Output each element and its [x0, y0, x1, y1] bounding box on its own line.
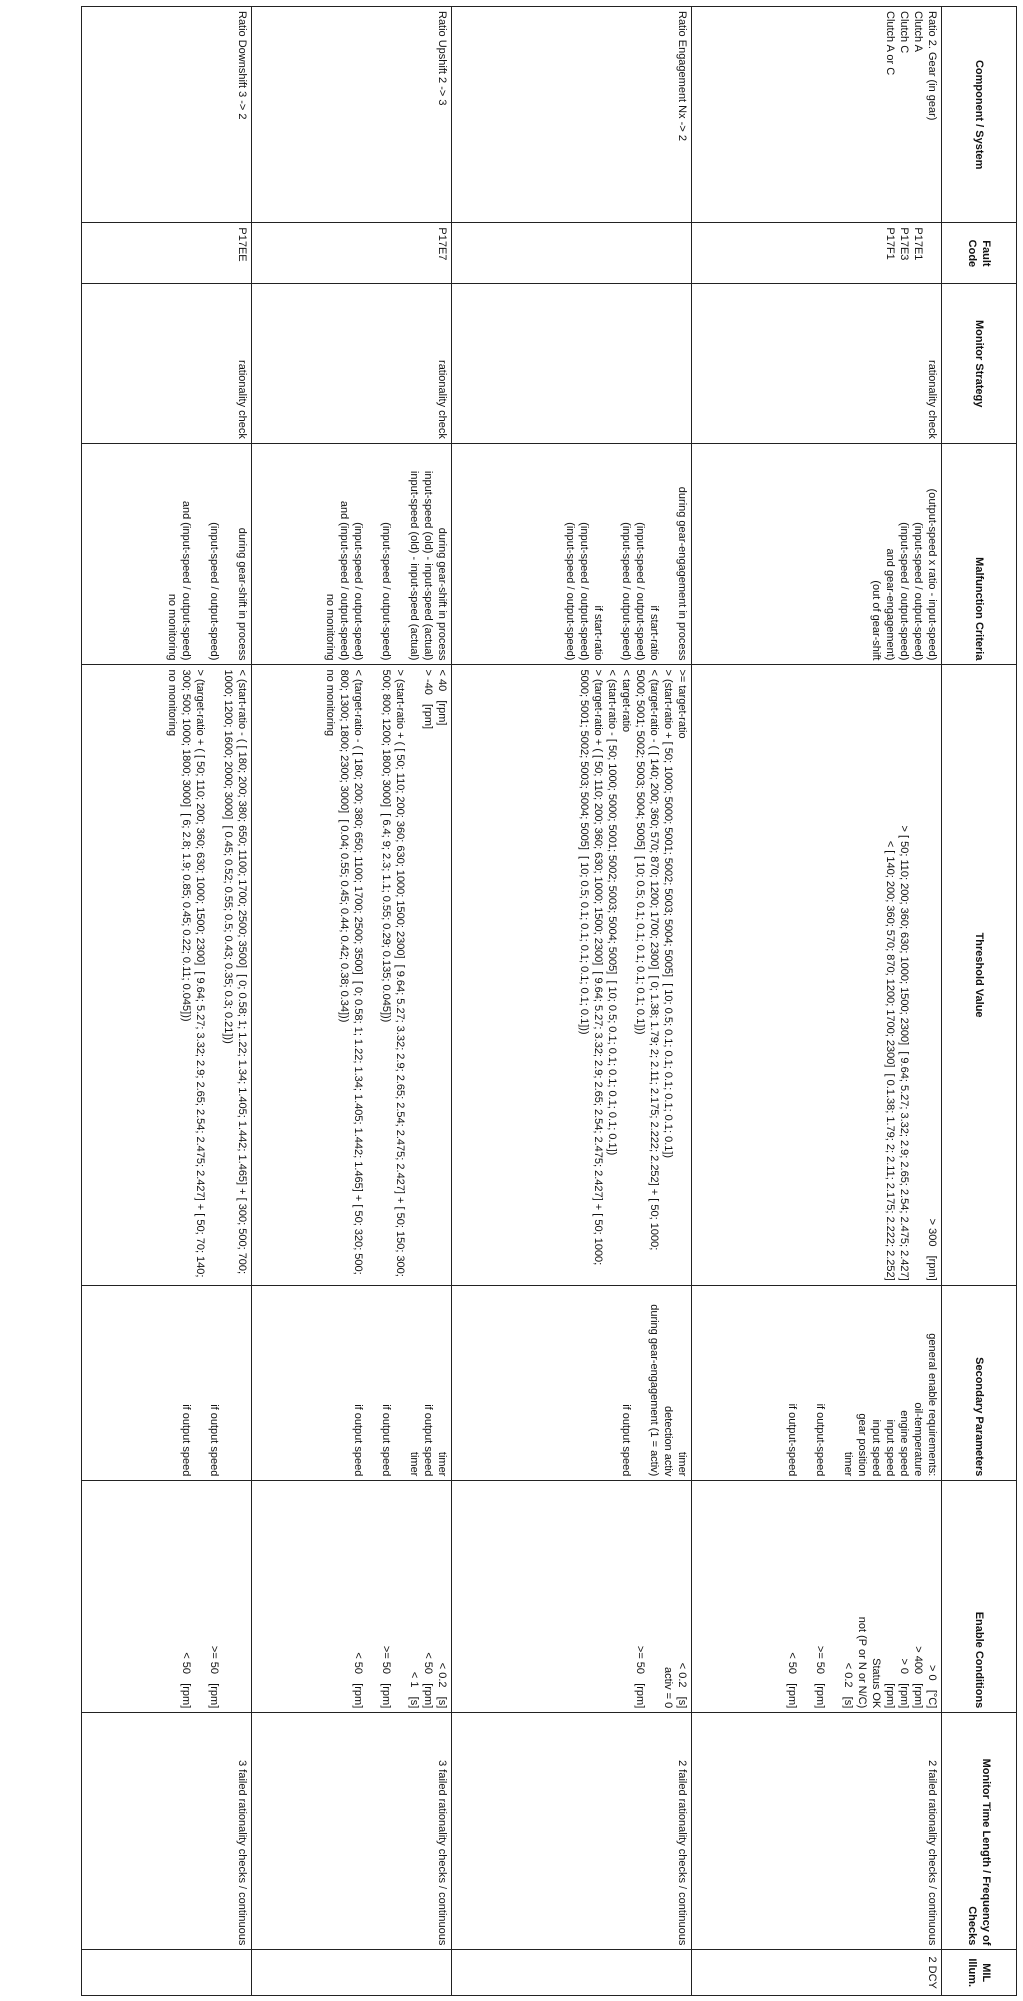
cell-secondary: timer if output speed timer if output speed if output speed — [252, 1285, 452, 1481]
cell-strategy: rationality check — [692, 284, 942, 443]
cell-mil — [452, 1950, 692, 1996]
cell-malfunction: during gear-shift in process input-speed (old) - input-speed (actual) input-speed (old) - input-speed (actual) (input-speed / output-speed) (input-speed / output-speed) and (input-speed / output-speed) no monitoring — [252, 443, 452, 665]
cell-threshold: < (start-ratio - ( [ 180; 200; 380; 650; 1100; 1700; 2500; 3500] [ 0; 0.58; 1; 1.22; 1.34; 1.405; 1.442; 1.465] + [ 300; 500; 700; 1000; 1200; 1600; 2000; 3000] [ 0.45; 0.52; 0.55; 0.5; 0.43; 0.35; 0.3; 0.21])) > (target-ratio + ( [ 50; 110; 200; 360; 630; 1000; 1500; 2300] [ 9.64; 5.27; 3.32; 2.9; 2.65; 2.54; 2.475; 2.427] + [ 50; 70; 140; 300; 500; 1000; 1800; 3000] [ 6; 2.8; 1.9; 0.85; 0.45; 0.22; 0.11; 0.045])) no monitoring — [82, 665, 252, 1285]
table-row — [82, 7, 252, 1996]
cell-fault-code: P17EE — [82, 223, 252, 284]
cell-strategy — [452, 284, 692, 443]
header-fault-code: Fault Code — [942, 223, 1017, 284]
cell-malfunction: during gear-shift in process (input-speed / output-speed) and (input-speed / output-speed) no monitoring — [82, 443, 252, 665]
cell-component: Ratio Downshift 3 -> 2 — [82, 7, 252, 223]
header-monitor-strategy: Monitor Strategy — [942, 284, 1017, 443]
cell-monitor-time: 2 failed rationality checks / continuous — [452, 1713, 692, 1950]
header-component: Component / System — [942, 7, 1017, 223]
header-threshold-value: Threshold Value — [942, 665, 1017, 1285]
cell-strategy: rationality check — [252, 284, 452, 443]
header-enable-conditions: Enable Conditions — [942, 1481, 1017, 1713]
cell-secondary: if output speed if output speed — [82, 1285, 252, 1481]
cell-malfunction: during gear-engagement in process if start-ratio (input-speed / output-speed) (input-speed / output-speed) if start-ratio (input-speed / output-speed) (input-speed / output-speed) — [452, 443, 692, 665]
cell-malfunction: (output-speed x ratio - input-speed) (input-speed / output-speed) (input-speed / output-speed) and gear-engagement) (out of gear-shift — [692, 443, 942, 665]
cell-monitor-time: 3 failed rationality checks / continuous — [252, 1713, 452, 1950]
cell-secondary: general enable requirements: oil-temperature engine speed input speed input speed gear position timer if output-speed if output-speed — [692, 1285, 942, 1481]
cell-secondary: timer detection activ during gear-engagement (1 = activ) if output speed — [452, 1285, 692, 1481]
header-monitor-time: Monitor Time Length / Frequency of Checks — [942, 1713, 1017, 1950]
cell-strategy: rationality check — [82, 284, 252, 443]
cell-threshold: > 300 [rpm] > [ 50; 110; 200; 360; 630; 1000; 1500; 2300] [ 9.64; 5.27; 3.32; 2.9; 2.65; 2.54; 2.475; 2.427] < [ 140; 200; 360; 570; 870; 1200; 1700; 2300] [ 0.1.38; 1.79; 2; 2.11; 2.175; 2.222; 2.252] — [692, 665, 942, 1285]
cell-enable: > 0 [°C] > 400 [rpm] > 0 [rpm] [rpm] Status OK not (P or N or N/C) < 0.2 [s] >= 50 [rpm] < 50 [rpm] — [692, 1481, 942, 1713]
cell-fault-code: P17E1 P17E3 P17F1 — [692, 223, 942, 284]
cell-enable: < 0.2 [s] activ = 0 >= 50 [rpm] — [452, 1481, 692, 1713]
table-row — [692, 7, 942, 1996]
cell-threshold: >= target-ratio > (start-ratio + [ 50; 1000; 5000; 5001; 5002; 5003; 5004; 5005] [ 10; 0.5; 0.1; 0.1; 0.1; 0.1; 0.1; 0.1]) < (target-ratio - ( [ 140; 200; 360; 570; 870; 1200; 1700; 2300] [ 0; 1.38; 1.79; 2; 2.11; 2.175; 2.222; 2.252] + [ 50; 1000; 5000; 5001; 5002; 5003; 5004; 5005] [ 10; 0.5; 0.1; 0.1; 0.1; 0.1; 0.1; 0.1])) < target-ratio < (start-ratio - [ 50; 1000; 5000; 5001; 5002; 5003; 5004; 5005] [ 10; 0.5; 0.1; 0.1; 0.1; 0.1; 0.1; 0.1]) > (target-ratio + ( [ 50; 110; 200; 360; 630; 1000; 1500; 2300] [ 9.64; 5.27; 3.32; 2.9; 2.65; 2.54; 2.475; 2.427] + [ 50; 1000; 5000; 5001; 5002; 5003; 5004; 5005] [ 10; 0.5; 0.1; 0.1; 0.1; 0.1; 0.1; 0.1])) — [452, 665, 692, 1285]
header-row — [942, 7, 1017, 1996]
cell-component: Ratio Upshift 2 -> 3 — [252, 7, 452, 223]
header-mil-illum: MIL Illum. — [942, 1950, 1017, 1996]
table-row — [452, 7, 692, 1996]
cell-enable: >= 50 [rpm] < 50 [rpm] — [82, 1481, 252, 1713]
cell-mil — [82, 1950, 252, 1996]
cell-monitor-time: 2 failed rationality checks / continuous — [692, 1713, 942, 1950]
cell-component: Ratio Engagement Nx -> 2 — [452, 7, 692, 223]
cell-monitor-time: 3 failed rationality checks / continuous — [82, 1713, 252, 1950]
cell-threshold: < 40 [rpm] > -40 [rpm] > (start-ratio + ( [ 50; 110; 200; 360; 630; 1000; 1500; 2300] [ 9.64; 5.27; 3.32; 2.9; 2.65; 2.54; 2.475; 2.427] + [ 50; 150; 300; 500; 800; 1200; 1800; 3000] [ 6.4; 9; 2.3; 1.1; 0.55; 0.29; 0.135; 0.045])) < (target-ratio - ( [ 180; 200; 380; 650; 1100; 1700; 2500; 3500] [ 0; 0.58; 1; 1.22; 1.34; 1.405; 1.442; 1.465] + [ 50; 320; 500; 800; 1300; 1800; 2300; 3000] [ 0.04; 0.55; 0.45; 0.44; 0.42; 0.38; 0.34])) no monitoring — [252, 665, 452, 1285]
diagnostic-monitor-table — [81, 6, 1017, 1996]
header-secondary-parameters: Secondary Parameters — [942, 1285, 1017, 1481]
cell-enable: < 0.2 [s] < 50 [rpm] < 1 [s] >= 50 [rpm] < 50 [rpm] — [252, 1481, 452, 1713]
cell-mil: 2 DCY — [692, 1950, 942, 1996]
cell-fault-code — [452, 223, 692, 284]
table-row — [252, 7, 452, 1996]
cell-fault-code: P17E7 — [252, 223, 452, 284]
cell-mil — [252, 1950, 452, 1996]
header-malfunction-criteria: Malfunction Criteria — [942, 443, 1017, 665]
cell-component: Ratio 2. Gear (in gear) Clutch A Clutch C Clutch A or C — [692, 7, 942, 223]
